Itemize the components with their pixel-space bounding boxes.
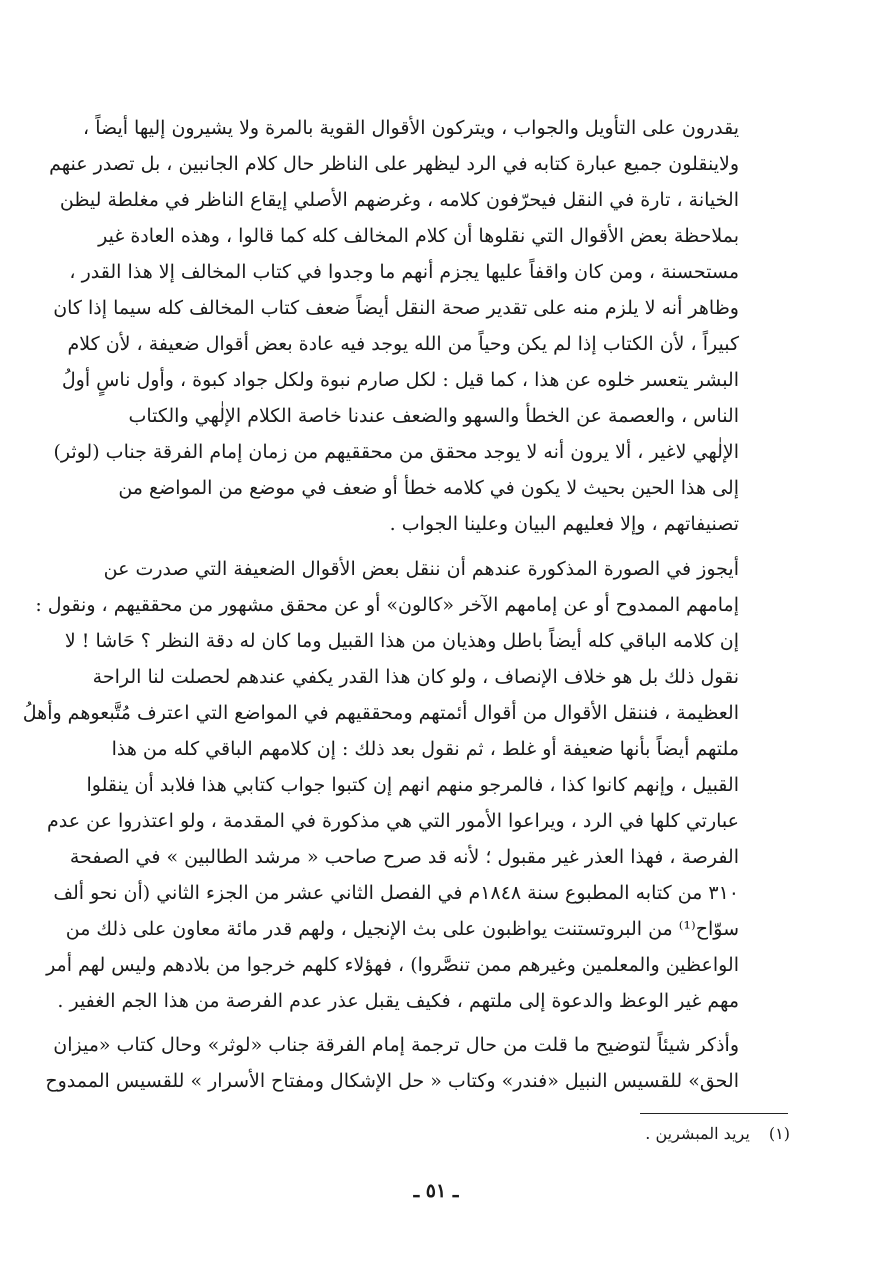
text-line: البشر يتعسر خلوه عن هذا ، كما قيل : لكل صارم نبوة ولكل جواد كبوة ، وأول ناسٍ أولُ xyxy=(61,369,739,391)
footnote-number: (١) xyxy=(768,1124,790,1143)
text-line: ولاينقلون جميع عبارة كتابه في الرد ليظهر على الناظر حال كلام الجانبين ، بل تصدر عنهم xyxy=(49,153,739,175)
text-line: كبيراً ، لأن الكتاب إذا لم يكن وحياً من الله يوجد فيه عادة بعض أقوال ضعيفة ، لأن كلام xyxy=(67,333,739,355)
text-line: الخيانة ، تارة في النقل فيحرّفون كلامه ، وغرضهم الأصلي إيقاع الناظر في مغلطة ليظن xyxy=(59,189,739,211)
footnote-text: يريد المبشرين . xyxy=(645,1124,750,1143)
paragraph-2 xyxy=(22,551,739,1019)
text-line: يقدرون على التأويل والجواب ، ويتركون الأقوال القوية بالمرة ولا يشيرون إليها أيضاً ، xyxy=(83,117,739,139)
page-number: ـ ٥١ ـ xyxy=(413,1180,459,1202)
text-line: الناس ، والعصمة عن الخطأ والسهو والضعف عندنا خاصة الكلام الإلٰهي والكتاب xyxy=(128,405,739,427)
text-line: سوّاح⁽¹⁾ من البروتستنت يواظبون على بث الإنجيل ، ولهم قدر مائة معاون على ذلك من xyxy=(65,918,739,940)
text-line: تصنيفاتهم ، وإلا فعليهم البيان وعلينا الجواب . xyxy=(389,513,739,535)
text-line: مستحسنة ، ومن كان واقفاً عليها يجزم أنهم ما وجدوا في كتاب المخالف إلا هذا القدر ، xyxy=(69,261,739,283)
text-line: إن كلامه الباقي كله أيضاً باطل وهذيان من هذا القبيل وما كان له دقة النظر ؟ حَاشا ! لا xyxy=(64,630,739,652)
text-line: العظيمة ، فننقل الأقوال من أقوال أئمتهم ومحققيهم في المواضع التي اعترف مُتَّبعوهم وأهلُ xyxy=(22,702,739,724)
text-line: نقول ذلك بل هو خلاف الإنصاف ، ولو كان هذا القدر يكفي عندهم لحصلت لنا الراحة xyxy=(92,666,739,688)
text-line: ملتهم أيضاً بأنها ضعيفة أو غلط ، ثم نقول بعد ذلك : إن كلامهم الباقي كله من هذا xyxy=(111,738,739,760)
text-line: الفرصة ، فهذا العذر غير مقبول ؛ لأنه قد صرح صاحب « مرشد الطالبين » في الصفحة xyxy=(69,846,739,868)
text-line: ٣١٠ من كتابه المطبوع سنة ١٨٤٨م في الفصل الثاني عشر من الجزء الثاني (أن نحو ألف xyxy=(53,882,739,904)
text-line: إمامهم الممدوح أو عن إمامهم الآخر «كالون» أو عن محقق مشهور من محققيهم ، ونقول : xyxy=(35,594,739,616)
text-line: بملاحظة بعض الأقوال التي نقلوها أن كلام المخالف كله كما قالوا ، وهذه العادة غير xyxy=(98,225,739,247)
text-line: مهم غير الوعظ والدعوة إلى ملتهم ، فكيف يقبل عذر عدم الفرصة من هذا الجم الغفير . xyxy=(57,990,739,1012)
text-line: أيجوز في الصورة المذكورة عندهم أن ننقل بعض الأقوال الضعيفة التي صدرت عن xyxy=(103,558,739,580)
text-line: إلى هذا الحين بحيث لا يكون في كلامه خطأ أو ضعف في موضع من المواضع من xyxy=(118,477,739,499)
text-line: الإلٰهي لاغير ، ألا يرون أنه لا يوجد محقق من محققيهم من زمان إمام الفرقة جناب (لوثر) xyxy=(53,441,739,463)
text-line: وأذكر شيئاً لتوضيح ما قلت من حال ترجمة إمام الفرقة جناب «لوثر» وحال كتاب «ميزان xyxy=(53,1034,739,1056)
footnote-divider xyxy=(640,1113,788,1114)
text-line: الحق» للقسيس النبيل «فندر» وكتاب « حل الإشكال ومفتاح الأسرار » للقسيس الممدوح xyxy=(45,1070,739,1092)
text-line: وظاهر أنه لا يلزم منه على تقدير صحة النقل أيضاً ضعف كتاب المخالف كله سيما إذا كان xyxy=(53,297,739,319)
paragraph-3 xyxy=(45,1027,739,1099)
text-line: عبارتي كلها في الرد ، ويراعوا الأمور التي هي مذكورة في المقدمة ، ولو اعتذروا عن عدم xyxy=(47,810,739,832)
footnote xyxy=(645,1120,790,1148)
paragraph-1 xyxy=(49,110,739,542)
text-line: القبيل ، وإنهم كانوا كذا ، فالمرجو منهم انهم إن كتبوا جواب كتابي هذا فلابد أن ينقلوا xyxy=(86,774,739,796)
text-line: الواعظين والمعلمين وغيرهم ممن تنصَّروا) ، فهؤلاء كلهم خرجوا من بلادهم وليس لهم أمر xyxy=(46,954,739,976)
